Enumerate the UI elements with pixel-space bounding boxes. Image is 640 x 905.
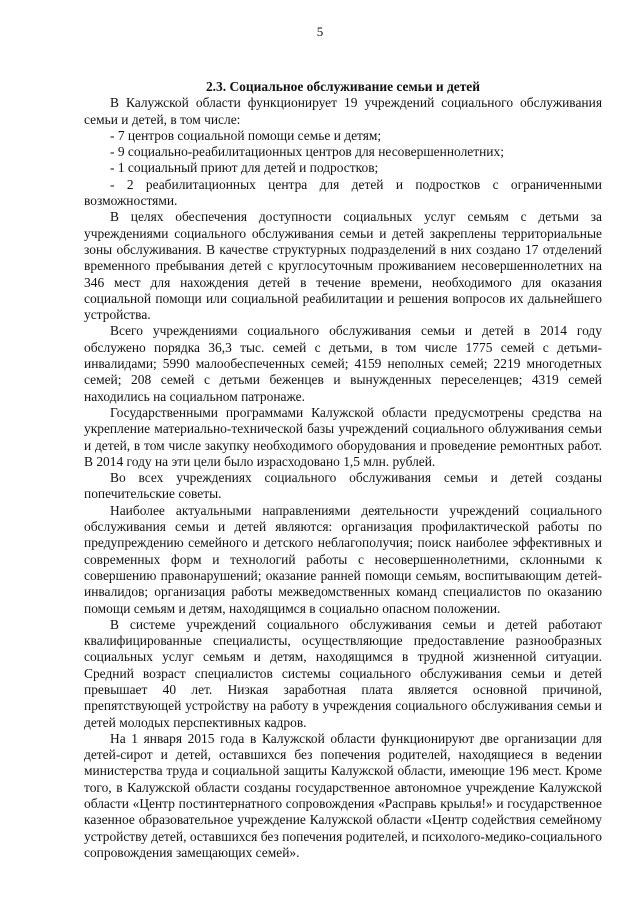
institution-list bbox=[84, 128, 602, 209]
page-number: 5 bbox=[316, 24, 324, 39]
paragraph-specialists: В системе учреждений социального обслуживания семьи и детей работают квалифицированные специалисты, осуществляющие предоставление разнообразных социальных услуг семьям и детям, находящимся в трудной жизненной ситуации. Средний возраст специалистов системы социального обслуживания семьи и детей превышает 40 лет. Низкая заработная плата является основной причиной, препятствующей устройству на работу в учреждения социального обслуживания семьи и детей молодых перспективных кадров. bbox=[84, 616, 602, 730]
paragraph-territorial-zones: В целях обеспечения доступности социальных услуг семьям с детьми за учреждениями социального обслуживания семьи и детей закреплены территориальные зоны обслуживания. В качестве структурных подразделений в них создано 17 отделений временного пребывания детей с круглосуточным проживанием несовершеннолетних на 346 мест для нахождения детей в течение времени, необходимого для оказания социальной помощи или социальной реабилитации и решения вопросов их дальнейшего устройства. bbox=[84, 209, 602, 323]
list-item: - 7 центров социальной помощи семье и детям; bbox=[110, 127, 382, 143]
section-heading: 2.3. Социальное обслуживание семьи и детей bbox=[205, 79, 481, 94]
paragraph-families-served: Всего учреждениями социального обслуживания семьи и детей в 2014 году обслужено порядка 36,3 тыс. семей с детьми, в том числе 1775 семей с детьми-инвалидами; 5990 малообеспеченных семей; 4159 неполных семей; 2219 многодетных семей; 208 семей с детьми беженцев и вынужденных переселенцев; 4319 семей находились на социальном патронаже. bbox=[84, 323, 602, 404]
page-content bbox=[84, 79, 602, 861]
paragraph-trustee-councils: Во всех учреждениях социального обслуживания семьи и детей созданы попечительские советы. bbox=[84, 470, 602, 502]
paragraph-orphan-organizations: На 1 января 2015 года в Калужской области функционируют две организации для детей-сирот и детей, оставшихся без попечения родителей, находящиеся в ведении министерства труда и социальной защиты Калужской области, имеющие 196 мест. Кроме того, в Калужской области созданы государственное автономное учреждение Калужской области «Центр постинтернатного сопровождения «Расправь крылья!» и государственное казенное образовательное учреждение Калужской области «Центр содействия семейному устройству детей, оставшихся без попечения родителей, и психолого-медико-социального сопровождения замещающих семей». bbox=[84, 730, 602, 860]
list-item: - 2 реабилитационных центра для детей и подростков с ограниченными возможностями. bbox=[84, 176, 602, 209]
paragraph-intro: В Калужской области функционирует 19 учреждений социального обслуживания семьи и детей, в том числе: bbox=[84, 95, 602, 127]
list-item: - 9 социально-реабилитационных центров для несовершеннолетних; bbox=[110, 144, 504, 160]
list-item: - 1 социальный приют для детей и подростков; bbox=[110, 160, 379, 176]
paragraph-main-directions: Наиболее актуальными направлениями деятельности учреждений социального обслуживания семьи и детей являются: организация профилактической работы по предупреждению семейного и детского неблагополучия; поиск наиболее эффективных и современных форм и технологий работы с несовершеннолетними, склонными к совершению правонарушений; оказание ранней помощи семьям, воспитывающим детей-инвалидов; организация работы межведомственных команд специалистов по оказанию помощи семьям и детям, находящимся в социально опасном положении. bbox=[84, 502, 602, 616]
paragraph-state-programs: Государственными программами Калужской области предусмотрены средства на укрепление материально-технической базы учреждений социального облуживания семьи и детей, в том числе закупку необходимого оборудования и проведение ремонтных работ. В 2014 году на эти цели было израсходовано 1,5 млн. рублей. bbox=[84, 404, 602, 469]
